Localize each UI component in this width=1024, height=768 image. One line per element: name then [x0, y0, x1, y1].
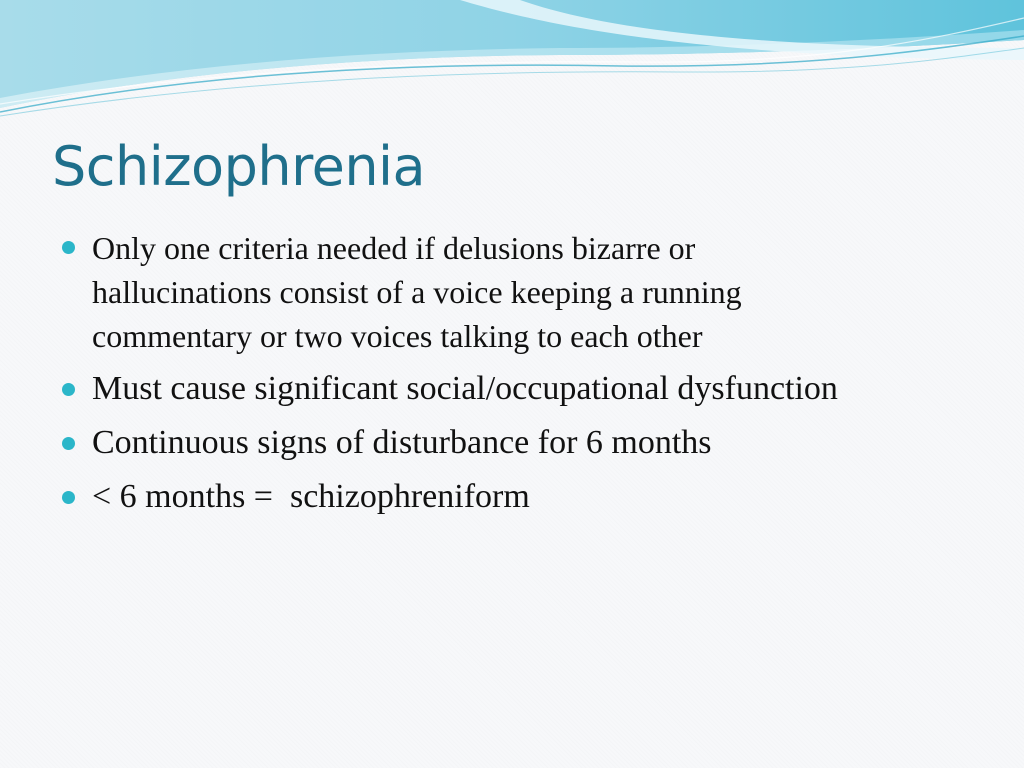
bullet-item-criteria: [62, 226, 872, 358]
bullet-text: Continuous signs of disturbance for 6 months: [92, 424, 712, 461]
bullet-text: Only one criteria needed if delusions bizarre or hallucinations consist of a voice keeping a running commentary or two voices talking to each other: [92, 230, 742, 354]
bullet-item-duration: [62, 420, 1002, 466]
slide-title: Schizophrenia: [52, 135, 426, 198]
bullet-marker-icon: [62, 383, 75, 396]
bullet-marker-icon: [62, 241, 75, 254]
bullet-item-dysfunction: [62, 366, 1002, 412]
bullet-list: [62, 226, 1002, 528]
bullet-marker-icon: [62, 437, 75, 450]
bullet-marker-icon: [62, 491, 75, 504]
bullet-text: Must cause significant social/occupational dysfunction: [92, 370, 838, 407]
header-wave-decoration: [0, 0, 1024, 120]
bullet-item-schizophreniform: [62, 474, 1002, 520]
bullet-text: < 6 months = schizophreniform: [92, 478, 530, 515]
